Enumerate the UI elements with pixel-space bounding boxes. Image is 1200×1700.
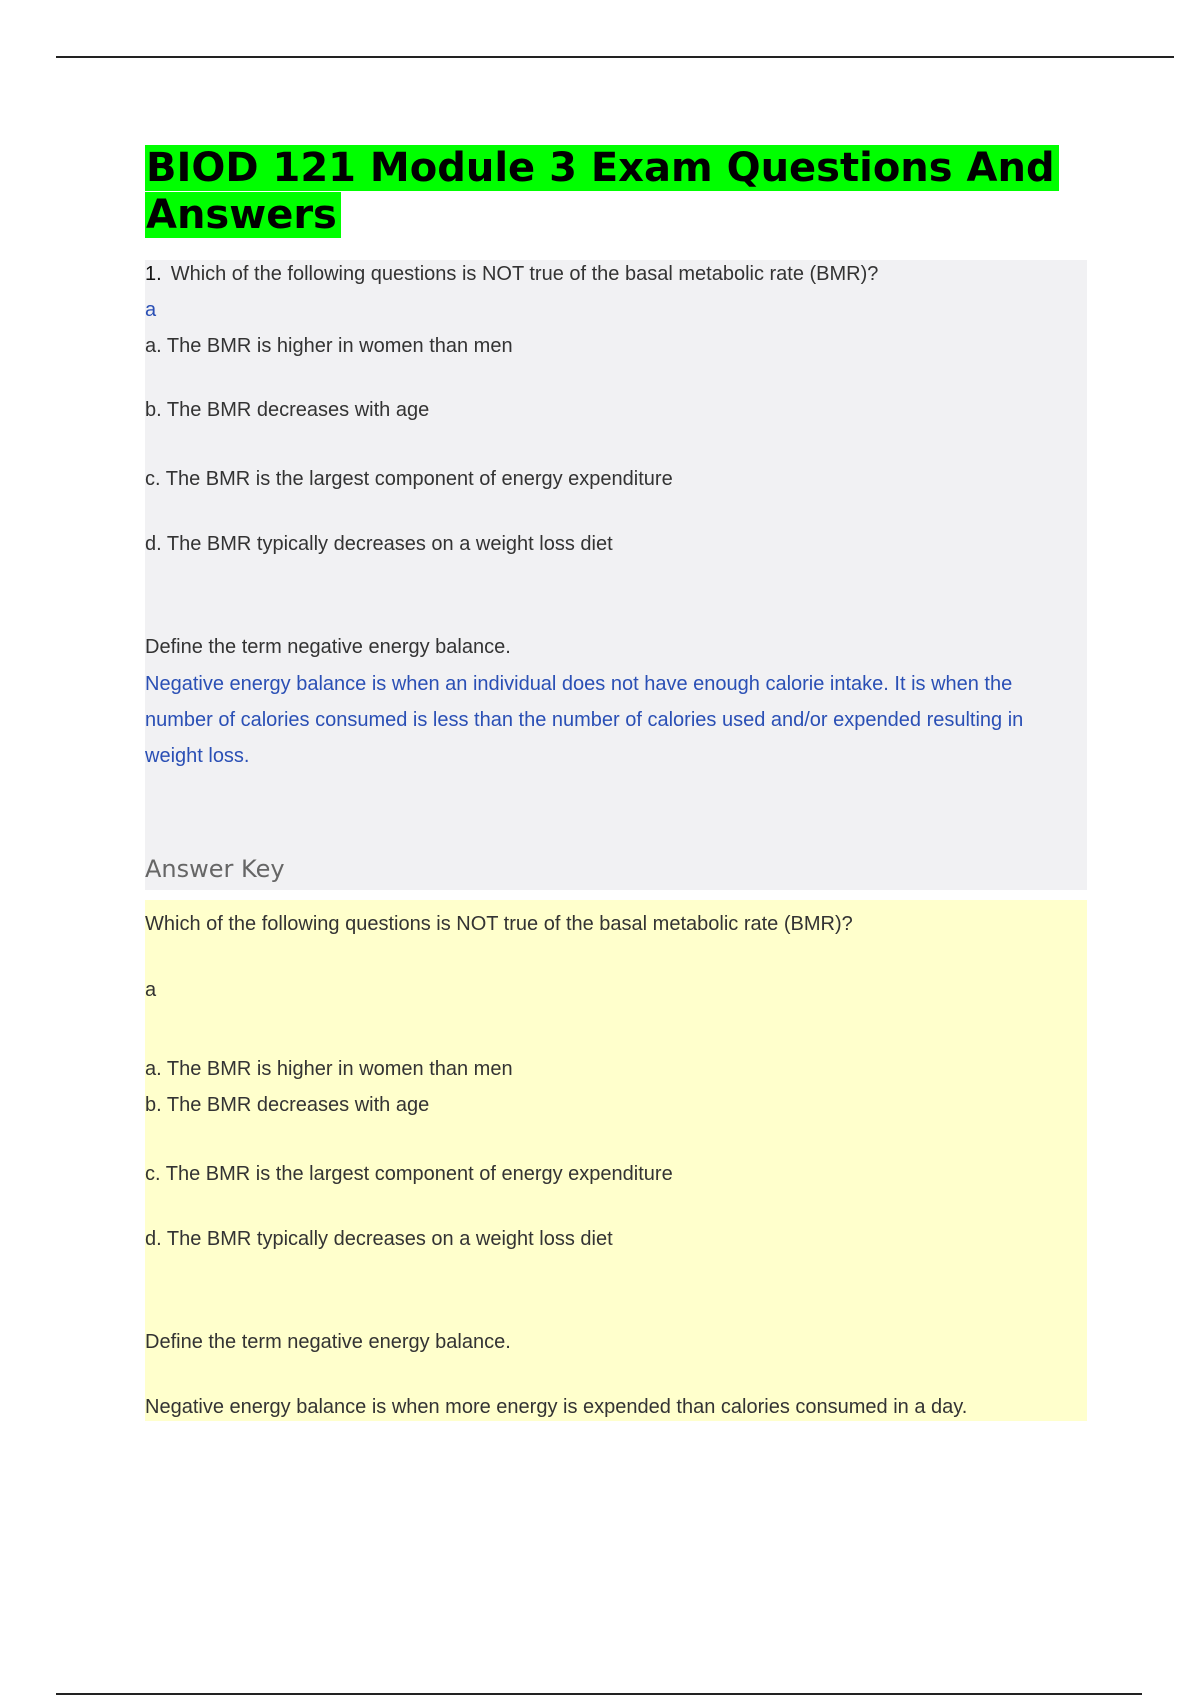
question-section	[145, 260, 1087, 890]
option-d: d. The BMR typically decreases on a weight loss diet	[145, 533, 613, 555]
define-prompt: Define the term negative energy balance.	[145, 636, 511, 658]
answer-key-section	[145, 900, 1087, 1421]
title-container	[145, 145, 1085, 239]
top-rule	[56, 56, 1174, 58]
answer-key-define-prompt: Define the term negative energy balance.	[145, 1331, 511, 1353]
answer-key-option-a: a. The BMR is higher in women than men	[145, 1058, 513, 1080]
option-a: a. The BMR is higher in women than men	[145, 335, 513, 357]
answer-key-option-d: d. The BMR typically decreases on a weight loss diet	[145, 1228, 613, 1250]
answer-key-answer: a	[145, 979, 157, 1001]
answer-key-heading: Answer Key	[145, 855, 285, 883]
answer-key-option-c: c. The BMR is the largest component of energy expenditure	[145, 1163, 673, 1185]
document-title	[145, 145, 1059, 238]
document-title-text: BIOD 121 Module 3 Exam Questions And Answers	[145, 145, 1059, 238]
question-text: Which of the following questions is NOT true of the basal metabolic rate (BMR)?	[170, 263, 879, 285]
bottom-rule	[56, 1693, 1142, 1695]
define-response: Negative energy balance is when an individual does not have enough calorie intake. It is when the number of calories consumed is less than the number of calories used and/or expended resulting in weight loss.	[145, 673, 1024, 767]
answer-key-define-answer: Negative energy balance is when more energy is expended than calories consumed in a day.	[145, 1396, 968, 1418]
selected-answer: a	[145, 299, 157, 321]
question-line	[145, 260, 878, 288]
option-b: b. The BMR decreases with age	[145, 399, 430, 421]
answer-key-option-b: b. The BMR decreases with age	[145, 1094, 430, 1116]
answer-key-question: Which of the following questions is NOT true of the basal metabolic rate (BMR)?	[145, 913, 853, 935]
question-number: 1.	[145, 263, 162, 285]
option-c: c. The BMR is the largest component of energy expenditure	[145, 468, 673, 490]
